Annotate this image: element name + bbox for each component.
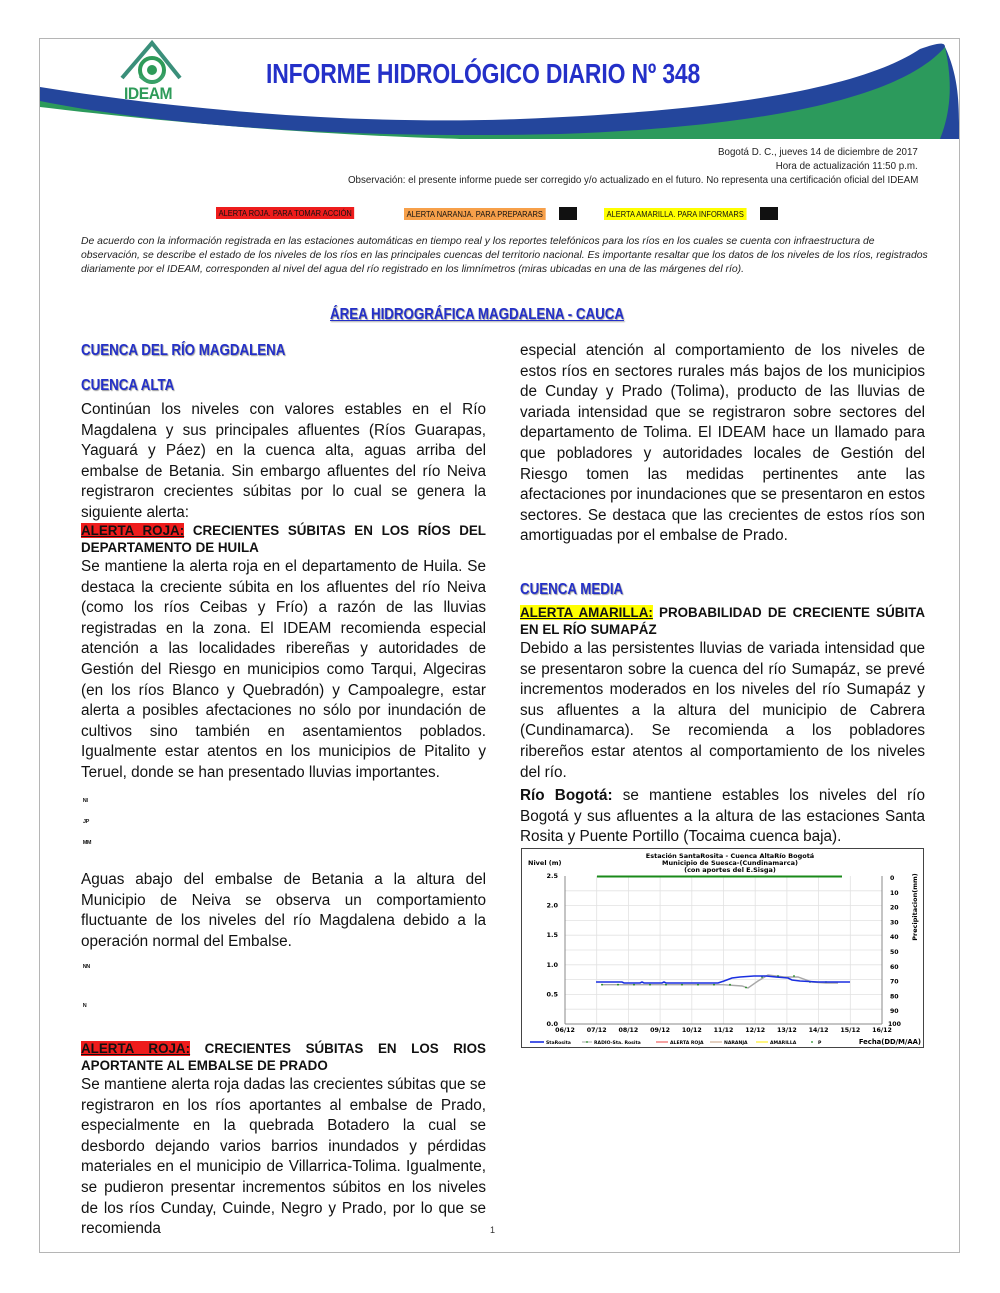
svg-text:60: 60 <box>890 963 899 971</box>
legend-orange-label: ALERTA NARANJA. PARA PREPARARS <box>404 208 545 220</box>
svg-text:11/12: 11/12 <box>713 1027 734 1034</box>
artifact-glyph-1: ᴺᴵ <box>83 797 88 806</box>
cuenca-alta-paragraph <box>81 400 486 524</box>
alert-prado-title: CRECIENTES SÚBITAS EN LOS RIOS APORTANTE AL EMBALSE DE PRADO <box>81 1041 486 1073</box>
svg-text:09/12: 09/12 <box>650 1027 671 1034</box>
svg-text:90: 90 <box>890 1008 899 1016</box>
svg-text:P: P <box>818 1041 822 1046</box>
legend-red <box>216 207 373 219</box>
observation-note: Observación: el presente informe puede ser corregido y/o actualizado en el futuro. No representa una certificación oficial del IDEAM <box>347 174 918 186</box>
svg-text:08/12: 08/12 <box>618 1027 639 1034</box>
svg-text:30: 30 <box>890 919 899 927</box>
area-title: ÁREA HIDROGRÁFICA MAGDALENA - CAUCA <box>330 306 624 323</box>
chart-y2label: Precipitacion(mm) <box>911 873 919 941</box>
page-number: 1 <box>490 1225 496 1235</box>
svg-text:14/12: 14/12 <box>808 1027 829 1034</box>
artifact-glyph-2: ᴶᴾ <box>83 818 90 827</box>
alert-prado-tag: ALERTA ROJA: <box>81 1041 191 1056</box>
svg-text:StaRosita: StaRosita <box>546 1041 571 1046</box>
legend-red-label: ALERTA ROJA. PARA TOMAR ACCIÓN <box>216 207 354 219</box>
update-time: Hora de actualización 11:50 p.m. <box>775 160 918 172</box>
chart-y2-ticks <box>888 875 902 1028</box>
svg-text:13/12: 13/12 <box>776 1027 797 1034</box>
alert-prado-body: Se mantiene alerta roja dadas las crecientes súbitas que se registraron en los ríos aportantes al embalse de Prado, especialmente en la quebrada Botadero la cual se desbordo dejando varios barrios inundados y pérdidas materiales en el municipio de Villarrica-Tolima. Igualmente, se pudieron presentar incrementos súbitos en los niveles de los ríos Cunday, Cuinde, Negro y Prado, por lo que se recomienda <box>81 1076 486 1238</box>
alert-huila-tag: ALERTA ROJA: <box>81 523 185 538</box>
legend-yellow <box>604 207 778 220</box>
svg-text:40: 40 <box>890 934 899 942</box>
alert-huila-body: Se mantiene la alerta roja en el departamento de Huila. Se destaca la creciente súbita en los afluentes del río Neiva (como los ríos Ceibas y Frío) a razón de las lluvias registradas en la zona. El IDEAM recomienda especial atención a las localidades ribereñas y autoridades de Gestión del Riesgo en municipios como Tarqui, Algeciras (en los ríos Blanco y Quebradón) y Campoalegre, estar alerta a posibles afectaciones no sólo por inundación de cultivos sino también en asentamientos poblados. Igualmente estar atentos en los municipios de Pitalito y Teruel, donde se han presentado lluvias importantes. <box>81 558 486 781</box>
svg-text:AMARILLA: AMARILLA <box>770 1041 797 1046</box>
rio-bogota-label: Río Bogotá: <box>520 787 613 804</box>
logo-text: IDEAM <box>124 84 173 103</box>
legend-yellow-block <box>760 207 778 220</box>
alert-huila-title: CRECIENTES SÚBITAS EN LOS RÍOS DEL DEPARTAMENTO DE HUILA <box>81 523 486 555</box>
alert-huila-section <box>81 522 486 784</box>
artifact-glyph-5: ᴺ <box>83 1002 87 1011</box>
legend-orange-block <box>559 207 577 220</box>
legend-yellow-label: ALERTA AMARILLA. PARA INFORMARS <box>604 208 746 220</box>
alert-huila-heading <box>81 522 486 556</box>
svg-text:12/12: 12/12 <box>745 1027 766 1034</box>
legend-orange <box>404 207 577 220</box>
rio-bogota-text: se mantiene estables los niveles del río Bogotá y sus afluentes a la altura de las estaciones Santa Rosita y Puente Portillo (Tocaima cuenca baja). <box>520 787 925 846</box>
report-date: Bogotá D. C., jueves 14 de diciembre de 2017 <box>718 146 918 158</box>
svg-text:20: 20 <box>890 904 899 912</box>
chart-ylabel: Nivel (m) <box>528 859 562 867</box>
svg-text:0.0: 0.0 <box>546 1020 558 1028</box>
artifact-glyph-3: ᴹᴹ <box>83 839 92 848</box>
chart-subtitle-1: Municipio de Suesca-(Cundinamarca) <box>662 859 798 867</box>
svg-text:07/12: 07/12 <box>586 1027 607 1034</box>
chart-title: Estación SantaRosita - Cuenca AltaRío Bogotá <box>645 852 815 860</box>
svg-text:1.5: 1.5 <box>546 931 558 940</box>
santa-rosita-level-chart <box>521 848 924 1048</box>
intro-paragraph: De acuerdo con la información registrada en las estaciones automáticas en tiempo real y los reportes telefónicos para los ríos en los cuales se cuenta con infraestructura de observación, se describe el estado de los niveles de los ríos en las principales cuencas del territorio nacional. Es importante resaltar que los datos de los niveles de los ríos, registrados diariamente por el IDEAM, corresponden al nivel del agua del río registrado en los limnímetros (miras ubicadas en una de las márgenes del río). <box>81 236 928 275</box>
prado-continued-paragraph <box>520 341 925 547</box>
alert-sumapaz-body: Debido a las persistentes lluvias de variada intensidad que se presentaron sobre la cuenca del río Sumapáz, se prevé incrementos moderados en los niveles del río Sumapáz y sus afluentes a la altura del municipio de Cabrera (Cundinamarca). Se recomienda a los pobladores ribereños estar atentos al comportamiento de los niveles del río. <box>520 640 925 781</box>
svg-text:80: 80 <box>890 993 899 1001</box>
svg-text:16/12: 16/12 <box>872 1027 892 1034</box>
svg-text:10: 10 <box>890 889 899 897</box>
svg-text:10/12: 10/12 <box>681 1027 702 1034</box>
svg-text:2.5: 2.5 <box>546 872 558 880</box>
svg-text:0.5: 0.5 <box>546 990 558 999</box>
svg-text:06/12: 06/12 <box>555 1027 575 1034</box>
chart-y-ticks <box>546 872 558 1028</box>
svg-text:0: 0 <box>890 875 895 882</box>
basin-title: CUENCA DEL RÍO MAGDALENA <box>81 342 286 359</box>
chart-svg <box>522 849 925 1049</box>
alert-sumapaz-tag: ALERTA AMARILLA: <box>520 605 653 620</box>
chart-subtitle-2: (con aportes del E.Sisga) <box>684 866 776 874</box>
alert-sumapaz-section <box>520 604 925 783</box>
cuenca-media-title: CUENCA MEDIA <box>520 581 624 598</box>
svg-text:RADIO-Sta. Rosita: RADIO-Sta. Rosita <box>594 1041 641 1046</box>
report-title: INFORME HIDROLÓGICO DIARIO Nº 348 <box>266 58 701 89</box>
svg-text:15/12: 15/12 <box>840 1027 861 1034</box>
svg-text:100: 100 <box>888 1021 901 1028</box>
artifact-glyph-4: ᴺᴺ <box>83 963 90 972</box>
svg-text:70: 70 <box>890 978 899 986</box>
cuenca-alta-text: Continúan los niveles con valores estables en el Río Magdalena y sus principales afluentes (Ríos Guarapas, Yaguará y Páez) en la cuenca alta, aguas arriba del embalse de Betania. Sin embargo afluentes del río Neiva registraron crecientes súbitas por lo cual se genera la siguiente alerta: <box>81 401 486 521</box>
chart-xlabel: Fecha(DD/M/AA) <box>858 1038 921 1046</box>
rio-bogota-paragraph <box>520 786 925 848</box>
svg-text:NARANJA: NARANJA <box>724 1041 748 1046</box>
cuenca-alta-title: CUENCA ALTA <box>81 377 175 394</box>
betania-text: Aguas abajo del embalse de Betania a la altura del Municipio de Neiva se observa un comportamiento fluctuante de los niveles del río Magdalena debido a la operación normal del Embalse. <box>81 871 486 950</box>
svg-text:1.0: 1.0 <box>546 960 558 969</box>
alert-sumapaz-heading <box>520 604 925 638</box>
betania-paragraph <box>81 870 486 952</box>
alert-sumapaz-title: PROBABILIDAD DE CRECIENTE SÚBITA EN EL RÍO SUMAPÁZ <box>520 605 925 637</box>
prado-continued-text: especial atención al comportamiento de los niveles de estos ríos en sectores rurales más bajos de los municipios de Cunday y Prado (Tolima), producto de las lluvias de variada intensidad que se registraron sobre sectores del departamento de Tolima. El IDEAM hace un llamado para que pobladores y autoridades locales de Gestión del Riesgo tomen las medidas pertinentes ante las afectaciones por inundaciones que se presentaron en estos sectores. Se destaca que las crecientes de estos ríos son amortiguadas por el embalse de Prado. <box>520 342 925 545</box>
svg-text:2.0: 2.0 <box>546 901 558 910</box>
alert-prado-heading <box>81 1040 486 1074</box>
svg-text:ALERTA ROJA: ALERTA ROJA <box>670 1041 704 1046</box>
chart-x-ticks <box>555 1027 892 1034</box>
chart-legend <box>530 1040 822 1046</box>
svg-text:50: 50 <box>890 949 899 956</box>
alert-prado-section <box>81 1040 486 1240</box>
